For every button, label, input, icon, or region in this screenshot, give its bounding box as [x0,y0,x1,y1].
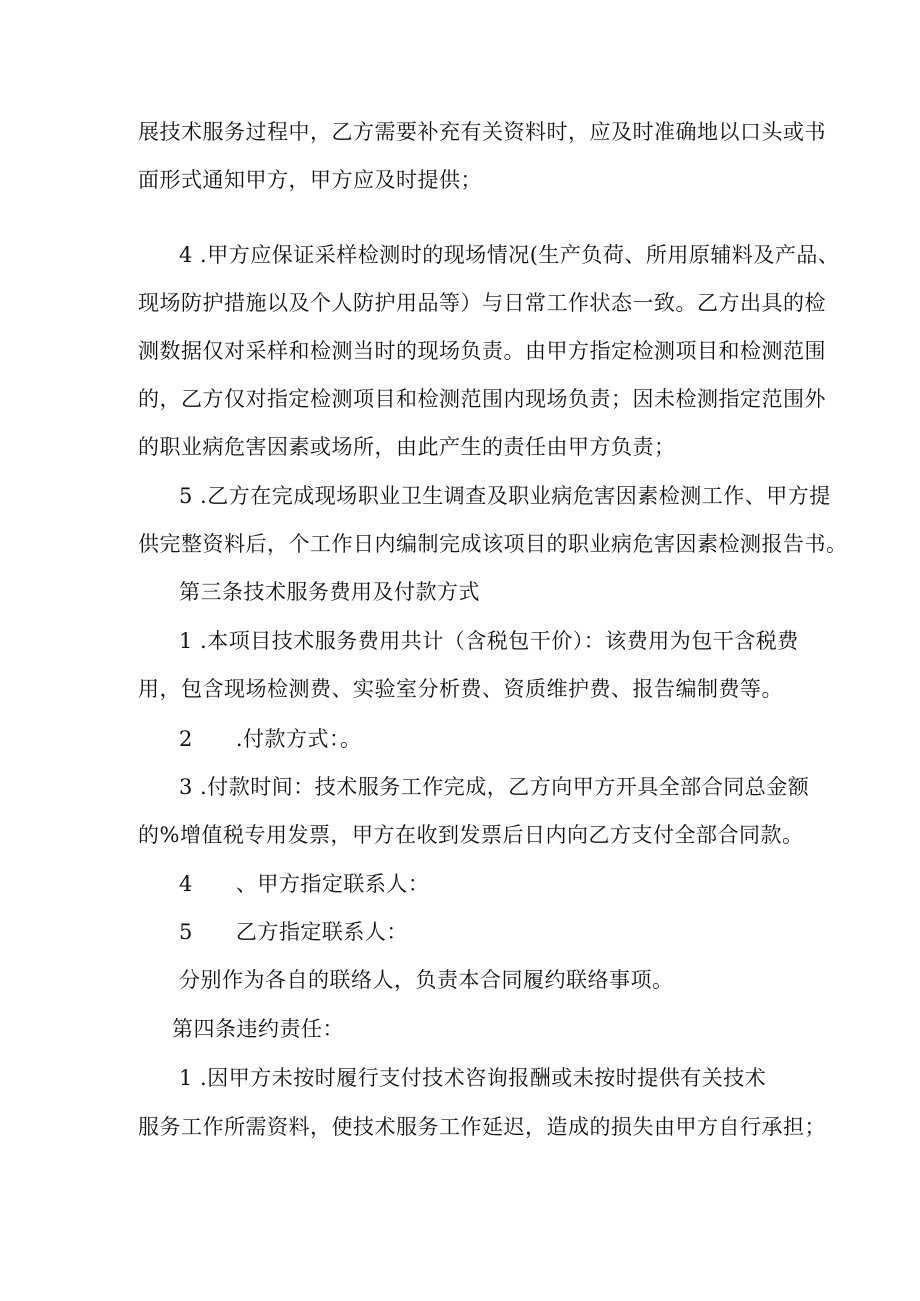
section-heading-article-4: 第四条违约责任： [172,1017,344,1041]
article-3-item-1: 1 .本项目技术服务费用共计（含税包干价）：该费用为包干含税费 [179,629,799,653]
body-text-line: 服务工作所需资料，使技术服务工作延迟，造成的损失由甲方自行承担； [138,1115,826,1139]
section-heading-article-3: 第三条技术服务费用及付款方式 [179,580,480,604]
body-text-line: 展技术服务过程中，乙方需要补充有关资料时，应及时准确地以口头或书 [138,120,826,144]
body-text-line: 的，乙方仅对指定检测项目和检测范围内现场负责；因未检测指定范围外 [138,387,826,411]
body-text-line: 现场防护措施以及个人防护用品等）与日常工作状态一致。乙方出具的检 [138,291,826,315]
article-3-item-5: 5 乙方指定联系人： [179,920,408,944]
article-3-item-3: 3 .付款时间：技术服务工作完成，乙方向甲方开具全部合同总金额 [179,775,810,799]
clause-5-line: 5 .乙方在完成现场职业卫生调查及职业病危害因素检测工作、甲方提 [179,484,831,508]
clause-4-line: 4 .甲方应保证采样检测时的现场情况(生产负荷、所用原辅料及产品、 [179,243,840,267]
body-text-line: 用，包含现场检测费、实验室分析费、资质维护费、报告编制费等。 [138,677,783,701]
body-text-line: 的职业病危害因素或场所，由此产生的责任由甲方负责； [138,435,676,459]
article-3-item-2: 2 .付款方式：。 [179,727,362,751]
body-text-line: 测数据仅对采样和检测当时的现场负责。由甲方指定检测项目和检测范围 [138,339,826,363]
article-3-item-4: 4 、甲方指定联系人： [179,872,430,896]
body-text-line: 的%增值税专用发票，甲方在收到发票后日内向乙方支付全部合同款。 [138,823,804,847]
body-text-line: 面形式通知甲方，甲方应及时提供； [138,168,482,192]
body-text-line: 分别作为各自的联络人，负责本合同履约联络事项。 [179,968,674,992]
body-text-line: 供完整资料后，个工作日内编制完成该项目的职业病危害因素检测报告书。 [138,532,848,556]
article-4-item-1: 1 .因甲方未按时履行支付技术咨询报酬或未按时提供有关技术 [179,1066,767,1090]
